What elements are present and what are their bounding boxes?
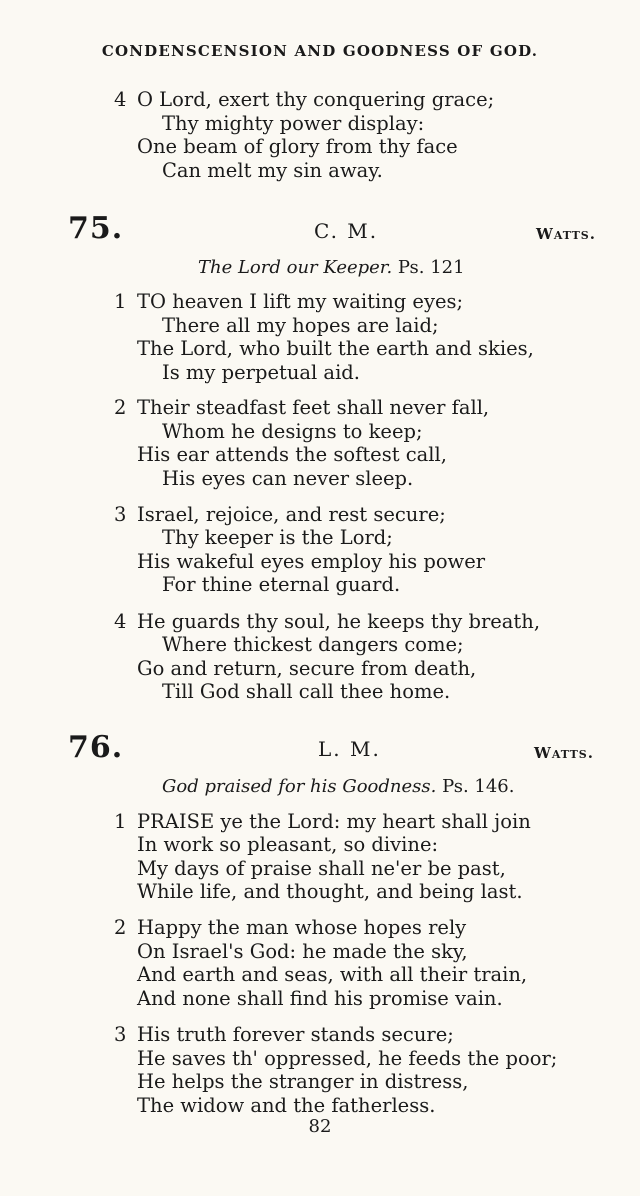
verse-line: The Lord, who built the earth and skies,: [137, 337, 534, 360]
verse-line: And none shall find his promise vain.: [137, 987, 503, 1010]
stanza-number: 1: [114, 810, 127, 833]
verse-line: Israel, rejoice, and rest secure;: [137, 503, 446, 526]
verse-line: Thy mighty power display:: [162, 112, 425, 135]
verse-line: On Israel's God: he made the sky,: [137, 940, 468, 963]
hymn-subtitle: [162, 776, 514, 797]
verse-line: Is my perpetual aid.: [162, 361, 360, 384]
verse-line: Till God shall call thee home.: [162, 680, 451, 703]
verse-line: PRAISE ye the Lord: my heart shall join: [137, 810, 531, 833]
verse-line: He saves th' oppressed, he feeds the poor;: [137, 1047, 558, 1070]
hymn-number: 75.: [68, 211, 124, 246]
stanza-number: 3: [114, 1023, 127, 1046]
verse-line: His wakeful eyes employ his power: [137, 550, 486, 573]
verse-line: TO heaven I lift my waiting eyes;: [137, 290, 464, 313]
verse-line: His eyes can never sleep.: [162, 467, 414, 490]
verse-line: Happy the man whose hopes rely: [137, 916, 467, 939]
hymn-author: Watts.: [534, 744, 594, 762]
hymn-author: Watts.: [536, 225, 596, 243]
hymn-number: 76.: [68, 730, 124, 765]
hymn-meter: C. M.: [314, 219, 379, 243]
subtitle-title: The Lord our Keeper.: [198, 257, 393, 278]
verse-line: While life, and thought, and being last.: [137, 880, 523, 903]
page-number: 82: [308, 1116, 332, 1137]
hymn-meter: L. M.: [318, 737, 381, 761]
verse-line: Where thickest dangers come;: [162, 633, 464, 656]
stanza-number: 4: [114, 88, 127, 111]
stanza-number: 3: [114, 503, 127, 526]
stanza-number: 1: [114, 290, 127, 313]
verse-line: In work so pleasant, so divine:: [137, 833, 439, 856]
stanza-number: 4: [114, 610, 127, 633]
verse-line: Go and return, secure from death,: [137, 657, 477, 680]
verse-line: And earth and seas, with all their train,: [137, 963, 528, 986]
verse-line: He helps the stranger in distress,: [137, 1070, 469, 1093]
verse-line: Whom he designs to keep;: [162, 420, 423, 443]
verse-line: He guards thy soul, he keeps thy breath,: [137, 610, 541, 633]
verse-line: Their steadfast feet shall never fall,: [137, 396, 490, 419]
verse-line: His truth forever stands secure;: [137, 1023, 454, 1046]
verse-line: My days of praise shall ne'er be past,: [137, 857, 506, 880]
verse-line: There all my hopes are laid;: [162, 314, 439, 337]
subtitle-title: God praised for his Goodness.: [162, 776, 437, 797]
stanza-number: 2: [114, 916, 127, 939]
stanza-number: 2: [114, 396, 127, 419]
psalm-reference: Ps. 121: [397, 257, 465, 278]
verse-line: For thine eternal guard.: [162, 573, 401, 596]
verse-line: Thy keeper is the Lord;: [162, 526, 393, 549]
verse-line: O Lord, exert thy conquering grace;: [137, 88, 495, 111]
verse-line: His ear attends the softest call,: [137, 443, 447, 466]
running-head: CONDENSCENSION AND GOODNESS OF GOD.: [101, 42, 539, 60]
verse-line: The widow and the fatherless.: [137, 1094, 436, 1117]
verse-line: Can melt my sin away.: [162, 159, 383, 182]
verse-line: One beam of glory from thy face: [137, 135, 458, 158]
psalm-reference: Ps. 146.: [442, 776, 515, 797]
hymn-subtitle: [198, 257, 465, 278]
